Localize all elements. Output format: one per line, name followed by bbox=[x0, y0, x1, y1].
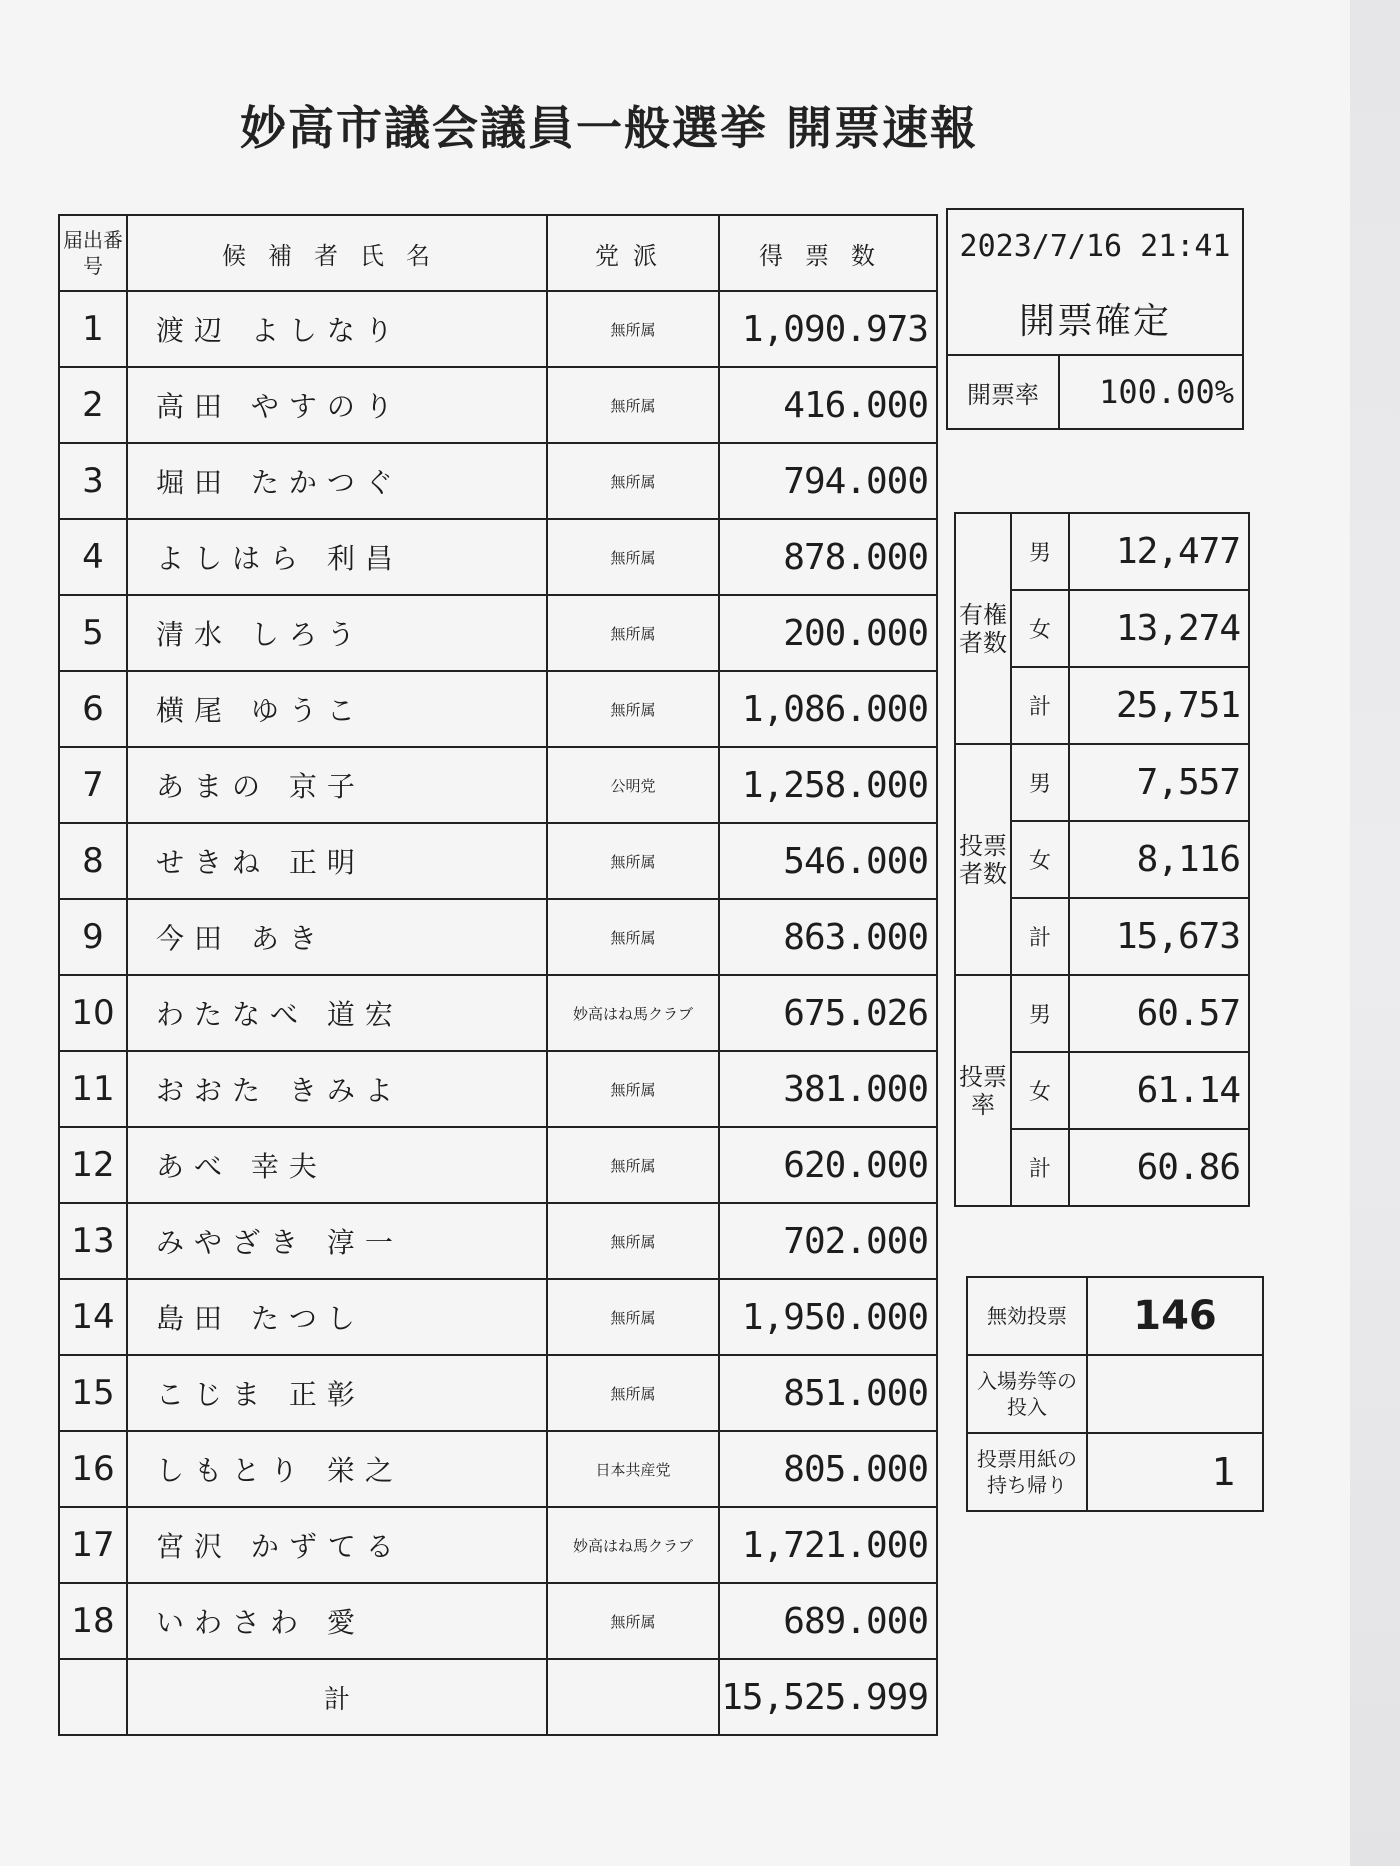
turnout-total-label: 計 bbox=[1011, 1129, 1069, 1206]
candidate-row bbox=[59, 1355, 937, 1431]
electorate-female-label: 女 bbox=[1011, 590, 1069, 667]
candidate-party: 妙高はね馬クラブ bbox=[547, 1507, 719, 1583]
candidate-party: 無所属 bbox=[547, 367, 719, 443]
candidate-votes: 851.000 bbox=[719, 1355, 937, 1431]
turnout-female: 61.14 bbox=[1069, 1052, 1249, 1129]
candidate-row bbox=[59, 823, 937, 899]
candidate-name: しもとり 栄之 bbox=[127, 1431, 547, 1507]
candidate-number: 9 bbox=[59, 899, 127, 975]
candidate-name: 宮沢 かずてる bbox=[127, 1507, 547, 1583]
candidate-number: 3 bbox=[59, 443, 127, 519]
candidate-party: 無所属 bbox=[547, 291, 719, 367]
turnout-male: 60.57 bbox=[1069, 975, 1249, 1052]
candidate-row bbox=[59, 519, 937, 595]
turnout-total: 60.86 bbox=[1069, 1129, 1249, 1206]
turnout-female-label: 女 bbox=[1011, 1052, 1069, 1129]
candidate-row bbox=[59, 747, 937, 823]
candidate-number: 18 bbox=[59, 1583, 127, 1659]
voters-total: 15,673 bbox=[1069, 898, 1249, 975]
candidate-number: 11 bbox=[59, 1051, 127, 1127]
candidate-name: 横尾 ゆうこ bbox=[127, 671, 547, 747]
candidate-row bbox=[59, 1051, 937, 1127]
candidate-party: 公明党 bbox=[547, 747, 719, 823]
admission-tickets-value bbox=[1087, 1355, 1263, 1433]
candidate-votes: 546.000 bbox=[719, 823, 937, 899]
candidate-name: 清水 しろう bbox=[127, 595, 547, 671]
candidate-number: 1 bbox=[59, 291, 127, 367]
voters-male-label: 男 bbox=[1011, 744, 1069, 821]
ballots-taken-home-label: 投票用紙の持ち帰り bbox=[967, 1433, 1087, 1511]
candidate-party: 無所属 bbox=[547, 1583, 719, 1659]
page-title: 妙高市議会議員一般選挙 開票速報 bbox=[240, 101, 979, 155]
candidate-party: 日本共産党 bbox=[547, 1431, 719, 1507]
turnout-label: 投票率 bbox=[955, 975, 1011, 1206]
total-party-empty bbox=[547, 1659, 719, 1735]
candidate-number: 17 bbox=[59, 1507, 127, 1583]
electorate-female: 13,274 bbox=[1069, 590, 1249, 667]
header-candidate-name: 候補者氏名 bbox=[127, 215, 547, 291]
candidate-party: 無所属 bbox=[547, 823, 719, 899]
candidate-number: 16 bbox=[59, 1431, 127, 1507]
candidate-name: こじま 正彰 bbox=[127, 1355, 547, 1431]
count-rate-label: 開票率 bbox=[947, 355, 1059, 429]
voters-label: 投票者数 bbox=[955, 744, 1011, 975]
count-status-box bbox=[946, 208, 1244, 430]
candidate-row bbox=[59, 367, 937, 443]
total-label: 計 bbox=[127, 1659, 547, 1735]
candidate-name: せきね 正明 bbox=[127, 823, 547, 899]
candidate-votes: 200.000 bbox=[719, 595, 937, 671]
candidate-row bbox=[59, 595, 937, 671]
candidate-votes: 381.000 bbox=[719, 1051, 937, 1127]
candidate-number: 2 bbox=[59, 367, 127, 443]
turnout-stats-table bbox=[954, 512, 1250, 1207]
candidate-votes: 689.000 bbox=[719, 1583, 937, 1659]
timestamp: 2023/7/16 21:41 bbox=[947, 209, 1243, 282]
candidate-party: 無所属 bbox=[547, 1051, 719, 1127]
candidate-number: 8 bbox=[59, 823, 127, 899]
candidate-party: 無所属 bbox=[547, 1355, 719, 1431]
turnout-male-label: 男 bbox=[1011, 975, 1069, 1052]
electorate-label: 有権者数 bbox=[955, 513, 1011, 744]
candidate-name: 今田 あき bbox=[127, 899, 547, 975]
candidate-number: 13 bbox=[59, 1203, 127, 1279]
candidate-row bbox=[59, 1279, 937, 1355]
candidate-name: 高田 やすのり bbox=[127, 367, 547, 443]
candidate-name: わたなべ 道宏 bbox=[127, 975, 547, 1051]
ballots-taken-home-value: 1 bbox=[1087, 1433, 1263, 1511]
electorate-male: 12,477 bbox=[1069, 513, 1249, 590]
candidate-row bbox=[59, 1127, 937, 1203]
invalid-votes-label: 無効投票 bbox=[967, 1277, 1087, 1355]
candidate-name: いわさわ 愛 bbox=[127, 1583, 547, 1659]
candidate-party: 無所属 bbox=[547, 443, 719, 519]
header-party: 党派 bbox=[547, 215, 719, 291]
results-body bbox=[59, 291, 937, 1659]
candidate-votes: 863.000 bbox=[719, 899, 937, 975]
candidate-row bbox=[59, 975, 937, 1051]
electorate-total-label: 計 bbox=[1011, 667, 1069, 744]
candidate-name: おおた きみよ bbox=[127, 1051, 547, 1127]
candidate-number: 7 bbox=[59, 747, 127, 823]
header-votes: 得票数 bbox=[719, 215, 937, 291]
candidate-votes: 794.000 bbox=[719, 443, 937, 519]
results-table bbox=[58, 214, 938, 1736]
total-votes: 15,525.999 bbox=[719, 1659, 937, 1735]
candidate-name: 島田 たつし bbox=[127, 1279, 547, 1355]
voters-female-label: 女 bbox=[1011, 821, 1069, 898]
candidate-votes: 1,258.000 bbox=[719, 747, 937, 823]
invalid-votes-table bbox=[966, 1276, 1264, 1512]
candidate-row bbox=[59, 1203, 937, 1279]
candidate-party: 無所属 bbox=[547, 519, 719, 595]
candidate-number: 5 bbox=[59, 595, 127, 671]
results-header-row bbox=[59, 215, 937, 291]
candidate-votes: 702.000 bbox=[719, 1203, 937, 1279]
count-rate-value: 100.00% bbox=[1059, 355, 1243, 429]
electorate-total: 25,751 bbox=[1069, 667, 1249, 744]
candidate-votes: 620.000 bbox=[719, 1127, 937, 1203]
candidate-party: 無所属 bbox=[547, 1203, 719, 1279]
candidate-party: 無所属 bbox=[547, 595, 719, 671]
candidate-party: 無所属 bbox=[547, 899, 719, 975]
candidate-votes: 1,721.000 bbox=[719, 1507, 937, 1583]
candidate-number: 4 bbox=[59, 519, 127, 595]
candidate-number: 15 bbox=[59, 1355, 127, 1431]
candidate-name: あまの 京子 bbox=[127, 747, 547, 823]
candidate-party: 妙高はね馬クラブ bbox=[547, 975, 719, 1051]
candidate-votes: 878.000 bbox=[719, 519, 937, 595]
total-row bbox=[59, 1659, 937, 1735]
candidate-votes: 416.000 bbox=[719, 367, 937, 443]
candidate-row bbox=[59, 1583, 937, 1659]
candidate-number: 12 bbox=[59, 1127, 127, 1203]
candidate-party: 無所属 bbox=[547, 1127, 719, 1203]
voters-male: 7,557 bbox=[1069, 744, 1249, 821]
candidate-number: 6 bbox=[59, 671, 127, 747]
candidate-row bbox=[59, 899, 937, 975]
voters-total-label: 計 bbox=[1011, 898, 1069, 975]
candidate-votes: 805.000 bbox=[719, 1431, 937, 1507]
candidate-row bbox=[59, 443, 937, 519]
count-status: 開票確定 bbox=[947, 282, 1243, 355]
candidate-number: 10 bbox=[59, 975, 127, 1051]
header-number: 届出番号 bbox=[59, 215, 127, 291]
candidate-party: 無所属 bbox=[547, 1279, 719, 1355]
candidate-name: 堀田 たかつぐ bbox=[127, 443, 547, 519]
candidate-name: みやざき 淳一 bbox=[127, 1203, 547, 1279]
candidate-row bbox=[59, 291, 937, 367]
candidate-name: よしはら 利昌 bbox=[127, 519, 547, 595]
candidate-row bbox=[59, 671, 937, 747]
candidate-votes: 1,090.973 bbox=[719, 291, 937, 367]
total-empty-cell bbox=[59, 1659, 127, 1735]
candidate-name: あべ 幸夫 bbox=[127, 1127, 547, 1203]
voters-female: 8,116 bbox=[1069, 821, 1249, 898]
candidate-row bbox=[59, 1431, 937, 1507]
candidate-row bbox=[59, 1507, 937, 1583]
candidate-votes: 1,086.000 bbox=[719, 671, 937, 747]
invalid-votes-value: 146 bbox=[1087, 1277, 1263, 1355]
candidate-votes: 1,950.000 bbox=[719, 1279, 937, 1355]
candidate-name: 渡辺 よしなり bbox=[127, 291, 547, 367]
candidate-number: 14 bbox=[59, 1279, 127, 1355]
electorate-male-label: 男 bbox=[1011, 513, 1069, 590]
candidate-party: 無所属 bbox=[547, 671, 719, 747]
admission-tickets-label: 入場券等の投入 bbox=[967, 1355, 1087, 1433]
candidate-votes: 675.026 bbox=[719, 975, 937, 1051]
